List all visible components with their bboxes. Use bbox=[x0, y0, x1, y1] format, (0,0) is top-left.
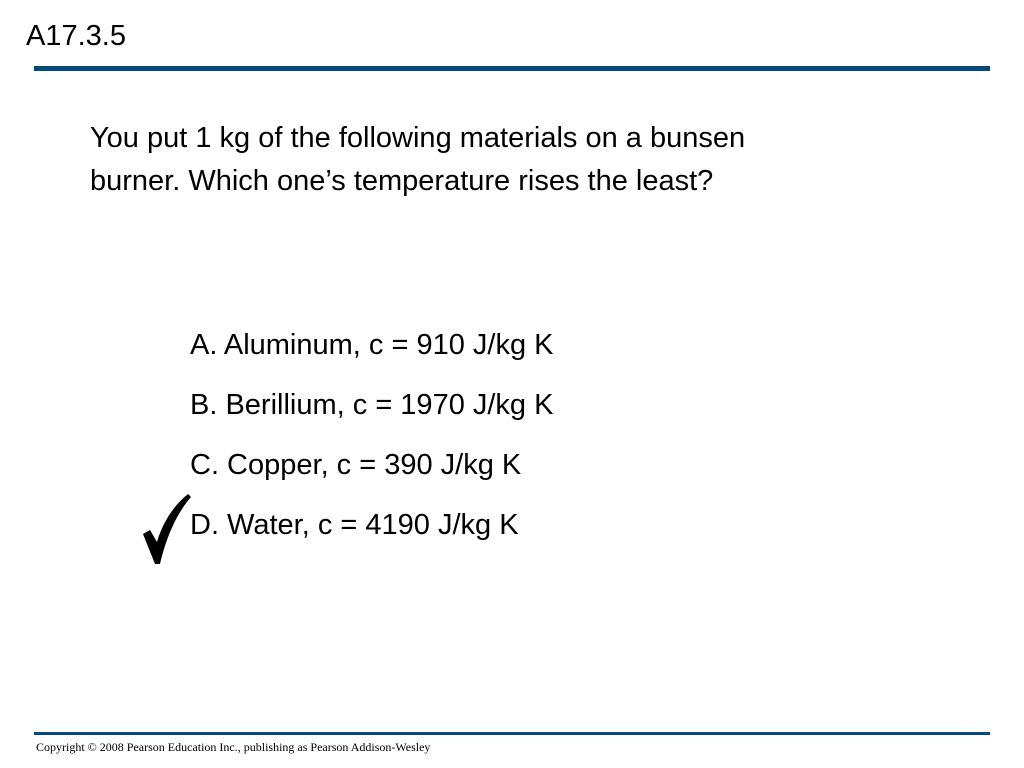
question-text bbox=[90, 117, 910, 203]
title-divider bbox=[34, 66, 990, 71]
checkmark-icon bbox=[140, 492, 192, 566]
answer-choices bbox=[190, 325, 553, 565]
choice-c: C. Copper, c = 390 J/kg K bbox=[190, 449, 522, 481]
choice-b: B. Berillium, c = 1970 J/kg K bbox=[190, 389, 554, 421]
copyright-footer: Copyright © 2008 Pearson Education Inc., publishing as Pearson Addison-Wesley bbox=[36, 740, 431, 754]
question-line-1: You put 1 kg of the following materials on a bunsen bbox=[90, 122, 746, 154]
slide-title: A17.3.5 bbox=[26, 20, 126, 52]
question-line-2: burner. Which one’s temperature rises the least? bbox=[90, 165, 714, 197]
choice-d: D. Water, c = 4190 J/kg K bbox=[190, 509, 519, 541]
choice-a: A. Aluminum, c = 910 J/kg K bbox=[190, 329, 554, 361]
footer-divider bbox=[34, 732, 990, 735]
